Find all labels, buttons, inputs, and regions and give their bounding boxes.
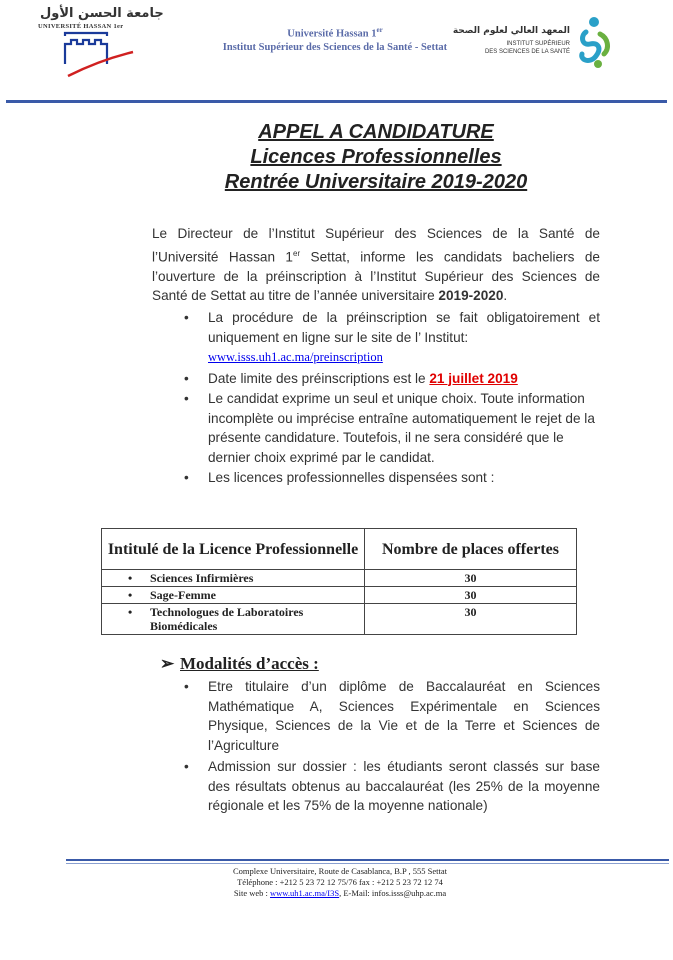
- title-line3: Rentrée Universitaire 2019-2020: [224, 171, 528, 193]
- university-name: Université Hassan 1er: [287, 26, 383, 40]
- deadline-date: 21 juillet 2019: [429, 370, 518, 386]
- website-link[interactable]: www.uh1.ac.ma/I3S: [270, 888, 340, 898]
- licence-name: • Sage-Femme: [102, 587, 365, 604]
- university-arabic-name: جامعة الحسن الأول: [40, 6, 164, 21]
- table-row: [102, 570, 577, 587]
- table-row: [102, 604, 577, 635]
- footer-web: Site web : www.uh1.ac.ma/I3S, E-Mail: infos.isss@uhp.ac.ma: [233, 888, 447, 898]
- places-count: 30: [365, 604, 577, 635]
- licence-name: • Technologues de Laboratoires Biomédicales: [102, 604, 365, 635]
- column-header-licence: Intitulé de la Licence Professionnelle: [102, 529, 365, 570]
- institute-logo-line1: INSTITUT SUPÉRIEUR: [506, 41, 570, 47]
- preinscription-link[interactable]: www.isss.uh1.ac.ma/preinscription: [208, 350, 383, 364]
- title-line1: APPEL A CANDIDATURE: [258, 121, 494, 143]
- places-count: 30: [365, 570, 577, 587]
- column-header-places: Nombre de places offertes: [365, 529, 577, 570]
- licences-table: [101, 528, 577, 635]
- page-title: [120, 120, 632, 195]
- footer-phone: Téléphone : +212 5 23 72 12 75/76 fax : +212 5 23 72 12 74: [237, 877, 443, 887]
- institute-arabic-name: المعهد العالي لعلوم الصحة: [452, 26, 570, 36]
- modalities-list: [184, 677, 600, 818]
- university-logo: [38, 6, 164, 78]
- list-item: • Le candidat exprime un seul et unique choix. Toute information incomplète ou imprécise entraîne automatiquement le rejet de la présente candidature. Toutefois, il ne sera considéré que le dernier choix exprimé par le candidat.: [184, 389, 600, 467]
- title-line2: Licences Professionnelles: [250, 146, 502, 168]
- table-header-row: [102, 529, 577, 570]
- arrow-right-icon: ➢: [160, 654, 175, 673]
- places-count: 30: [365, 587, 577, 604]
- institute-logo-line2: DES SCIENCES DE LA SANTÉ: [484, 49, 570, 55]
- list-item: • Admission sur dossier : les étudiants seront classés sur base des résultats obtenus au baccalauréat (les 25% de la moyenne régionale et les 75% de la moyenne nationale): [184, 757, 600, 816]
- footer-address: Complexe Universitaire, Route de Casablanca, B.P , 555 Settat: [232, 866, 448, 876]
- modalities-heading: ➢ Modalités d’accès :: [160, 654, 319, 673]
- institute-name: Institut Supérieur des Sciences de la Santé - Settat: [222, 41, 448, 53]
- licence-name: • Sciences Infirmières: [102, 570, 365, 587]
- list-item: • Etre titulaire d’un diplôme de Baccalauréat en Sciences Mathématique A, Sciences Expérimentale en Sciences Physique, Sciences de la Vie et de la Terre et Sciences de l’Agriculture: [184, 677, 600, 755]
- list-item: • La procédure de la préinscription se fait obligatoirement et uniquement en ligne sur le site de l’ Institut: www.isss.uh1.ac.ma/preinscription: [184, 308, 600, 368]
- institute-emblem-icon: [576, 14, 614, 70]
- intro-paragraph: Le Directeur de l’Institut Supérieur des Sciences de la Santé de l’Université Hassan 1er Settat, informe les candidats bacheliers de l’ouverture de la préinscription à l’Institut Supérieur des Sciences de Santé de Settat au titre de l’année universitaire 2019-2020.: [152, 226, 600, 304]
- footer: [160, 866, 520, 899]
- list-item: • Date limite des préinscriptions est le 21 juillet 2019: [184, 369, 600, 389]
- institute-logo: [452, 14, 614, 70]
- list-item: • Les licences professionnelles dispensées sont :: [184, 468, 600, 488]
- university-emblem-icon: [38, 6, 138, 78]
- header-institution-block: [180, 24, 490, 54]
- table-row: [102, 587, 577, 604]
- header-divider: [6, 100, 667, 103]
- footer-divider-thin: [66, 863, 669, 864]
- info-list: [184, 308, 600, 489]
- footer-divider: [66, 859, 669, 861]
- university-latin-name: UNIVERSITÉ HASSAN 1er: [38, 23, 124, 30]
